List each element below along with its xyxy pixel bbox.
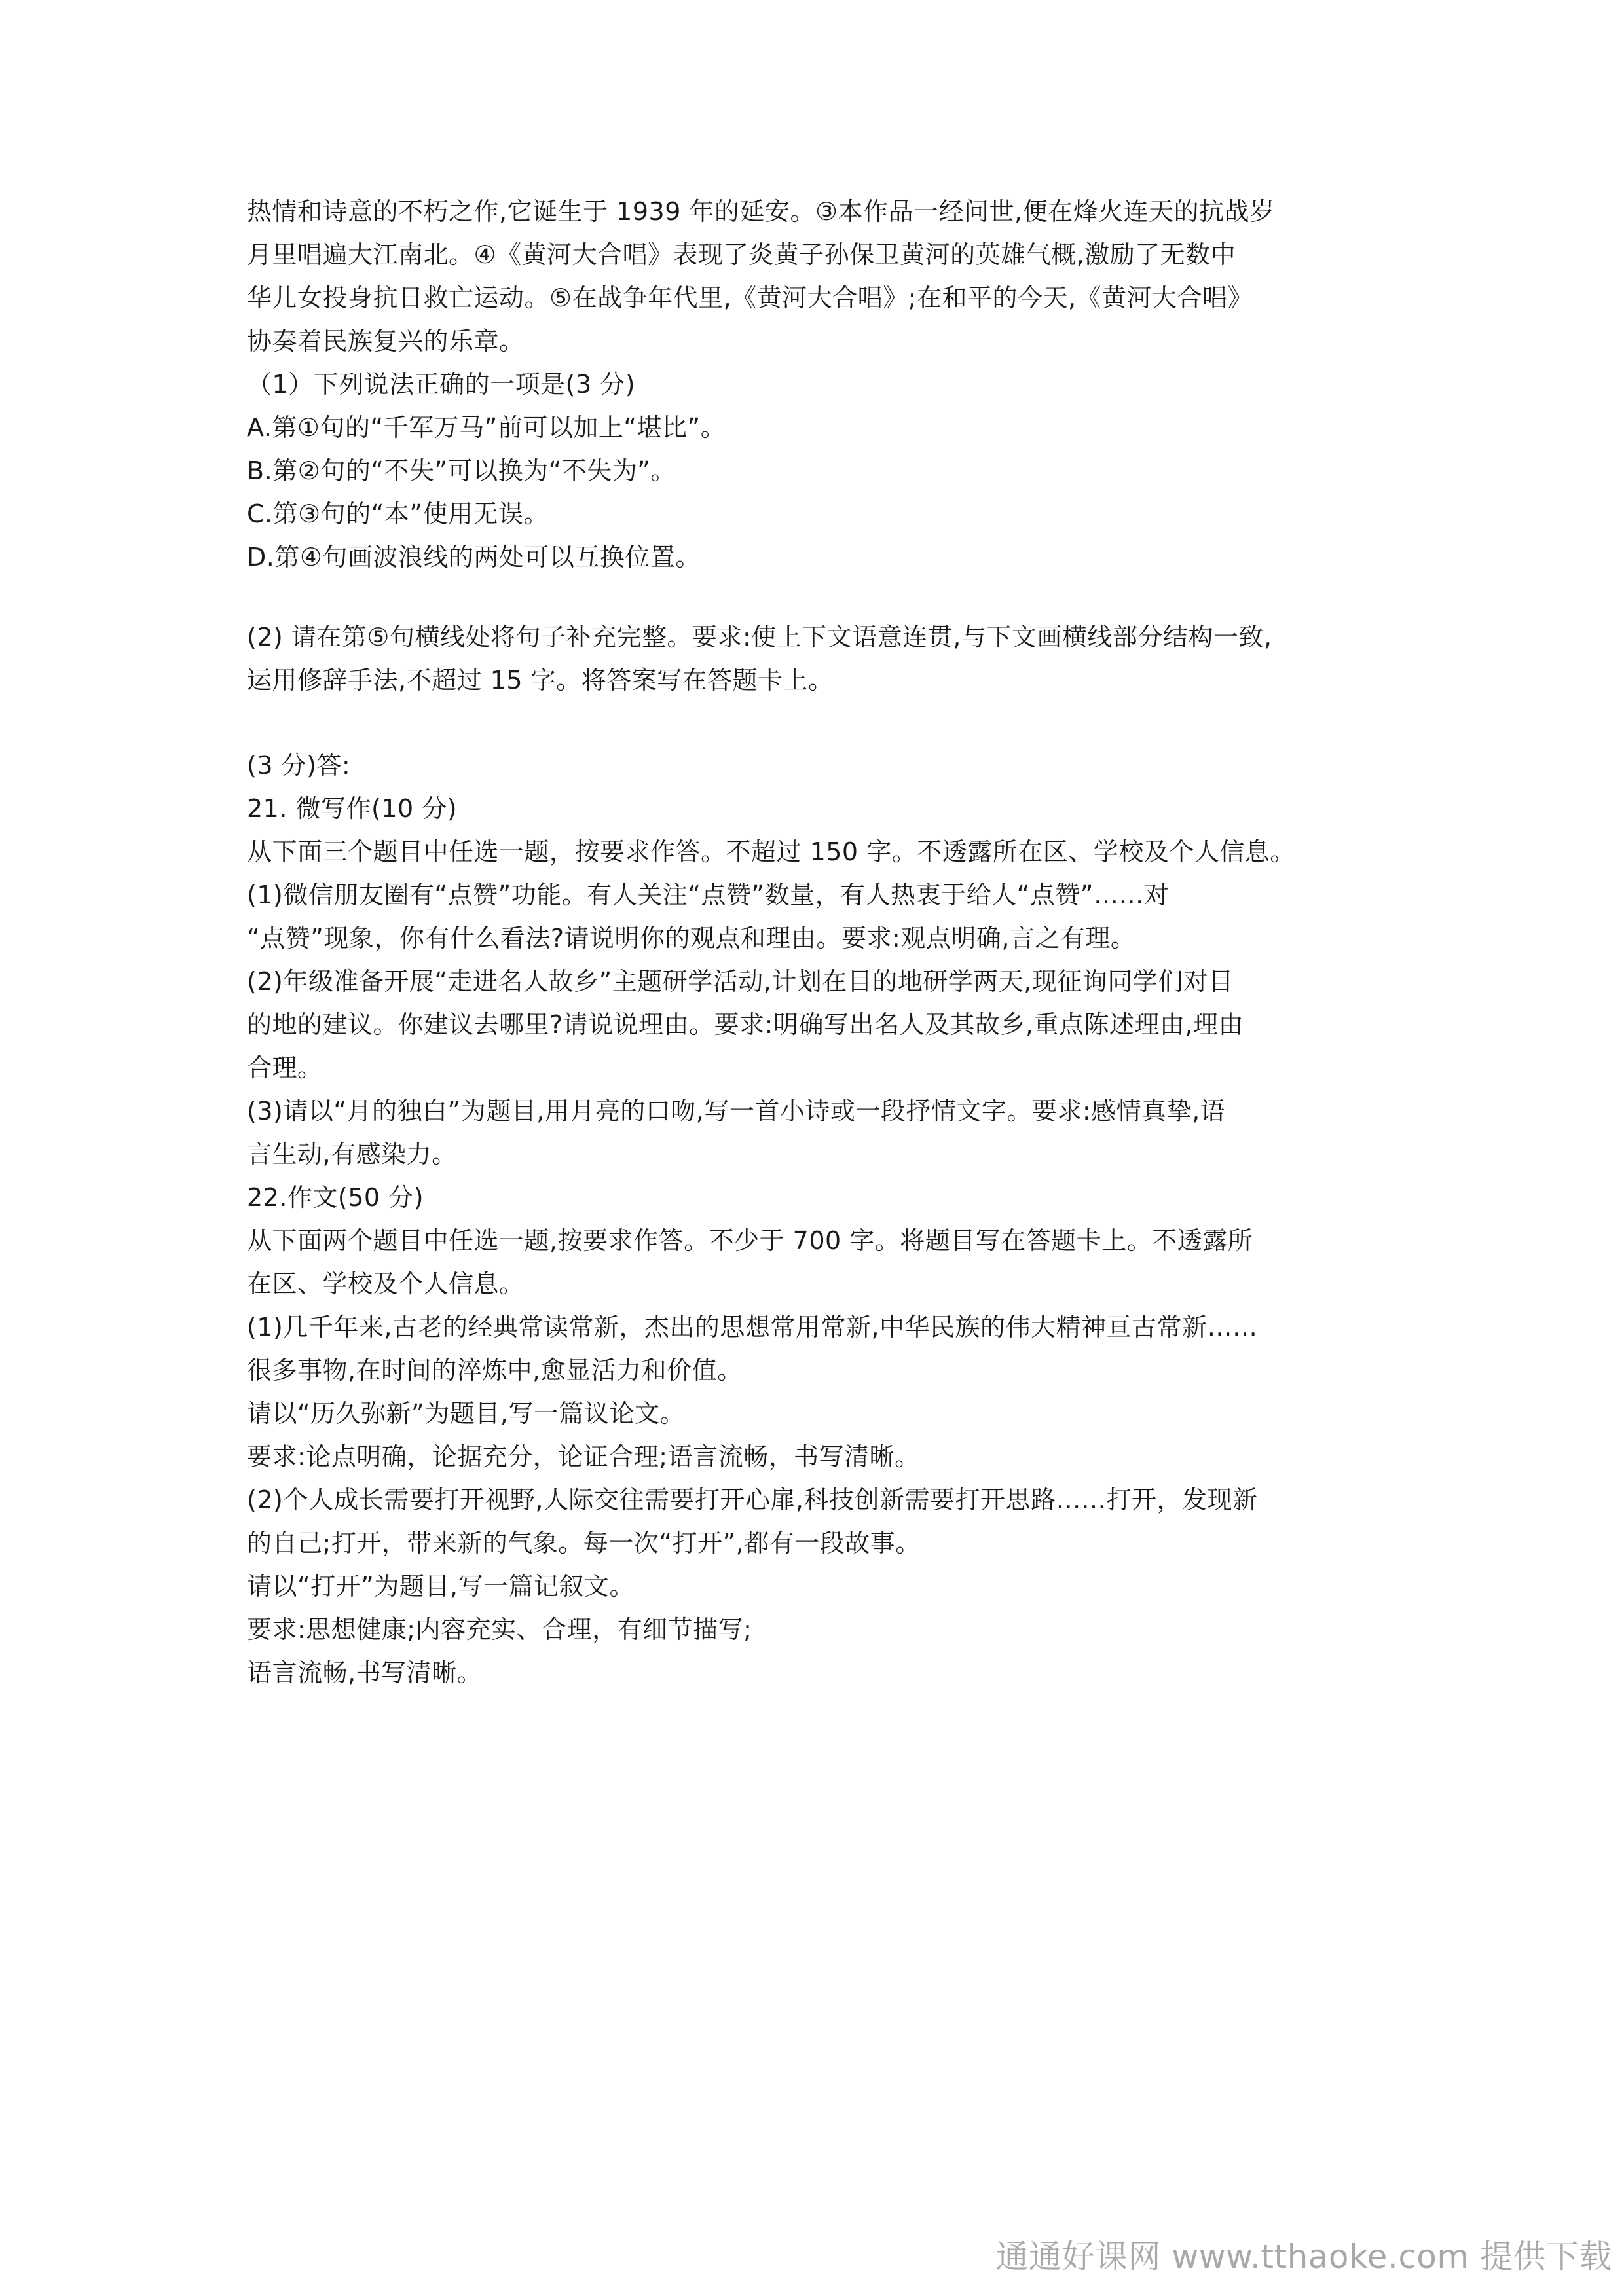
question-text-line: 请以“历久弥新”为题目,写一篇议论文。 (247, 1399, 685, 1428)
question-text-line: (2)个人成长需要打开视野,人际交往需要打开心扉,科技创新需要打开思路……打开，发现新 (247, 1485, 1258, 1514)
question-text-line: 从下面两个题目中任选一题,按要求作答。不少于 700 字。将题目写在答题卡上。不透露所 (247, 1226, 1253, 1255)
passage-line: 热情和诗意的不朽之作,它诞生于 1939 年的延安。③本作品一经问世,便在烽火连天的抗战岁 (247, 197, 1275, 226)
question-text-line: (2) 请在第⑤句横线处将句子补充完整。要求:使上下文语意连贯,与下文画横线部分结构一致, (247, 623, 1272, 651)
passage-line: 协奏着民族复兴的乐章。 (247, 327, 525, 355)
question-text-line: 的自己;打开，带来新的气象。每一次“打开”,都有一段故事。 (247, 1529, 921, 1558)
question-text-line: 要求:思想健康;内容充实、合理，有细节描写; (247, 1615, 752, 1644)
question-text-line: 要求:论点明确，论据充分，论证合理;语言流畅，书写清晰。 (247, 1442, 920, 1471)
question-text-line: (3)请以“月的独白”为题目,用月亮的口吻,写一首小诗或一段抒情文字。要求:感情真挚,语 (247, 1097, 1226, 1125)
passage-line: 月里唱遍大江南北。④《黄河大合唱》表现了炎黄子孙保卫黄河的英雄气概,激励了无数中 (247, 240, 1236, 269)
watermark-text: 通通好课网 www.tthaoke.com 提供下载 (995, 2238, 1612, 2276)
page-content (247, 190, 1386, 1694)
question-text-line: 合理。 (247, 1053, 323, 1082)
question-text-line: 语言流畅,书写清晰。 (247, 1658, 483, 1687)
question-text-line: (1)微信朋友圈有“点赞”功能。有人关注“点赞”数量，有人热衷于给人“点赞”……对 (247, 881, 1170, 909)
answer-label: (3 分)答: (247, 751, 351, 780)
question-text-line: (2)年级准备开展“走进名人故乡”主题研学活动,计划在目的地研学两天,现征询同学们对目 (247, 967, 1234, 996)
passage-line: 华儿女投身抗日救亡运动。⑤在战争年代里,《黄河大合唱》;在和平的今天,《黄河大合唱》 (247, 283, 1253, 312)
question-text-line: “点赞”现象，你有什么看法?请说明你的观点和理由。要求:观点明确,言之有理。 (247, 924, 1136, 953)
option-c: C.第③句的“本”使用无误。 (247, 500, 549, 528)
question-text-line: 的地的建议。你建议去哪里?请说说理由。要求:明确写出名人及其故乡,重点陈述理由,理由 (247, 1010, 1244, 1039)
spacer (247, 579, 1386, 615)
option-d: D.第④句画波浪线的两处可以互换位置。 (247, 543, 701, 572)
question-text-line: 从下面三个题目中任选一题，按要求作答。不超过 150 字。不透露所在区、学校及个人信息。 (247, 837, 1295, 866)
question-22 (247, 1176, 1386, 1694)
question-text-line: (1)几千年来,古老的经典常读常新，杰出的思想常用常新,中华民族的伟大精神亘古常新…… (247, 1313, 1258, 1341)
option-b: B.第②句的“不失”可以换为“不失为”。 (247, 456, 676, 485)
question-text-line: 运用修辞手法,不超过 15 字。将答案写在答题卡上。 (247, 666, 834, 695)
question-text-line: 在区、学校及个人信息。 (247, 1269, 525, 1298)
passage-text (247, 190, 1386, 363)
question-20-2 (247, 615, 1386, 702)
question-21 (247, 787, 1386, 1176)
question-title: 22.作文(50 分) (247, 1183, 424, 1212)
question-title: 21. 微写作(10 分) (247, 794, 458, 823)
question-20-1 (247, 363, 1386, 579)
option-a: A.第①句的“千军万马”前可以加上“堪比”。 (247, 413, 726, 442)
question-text-line: 请以“打开”为题目,写一篇记叙文。 (247, 1572, 635, 1601)
question-text-line: 很多事物,在时间的淬炼中,愈显活力和价值。 (247, 1356, 743, 1385)
spacer (247, 702, 1386, 744)
question-text-line: 言生动,有感染力。 (247, 1140, 457, 1169)
question-stem: （1）下列说法正确的一项是(3 分) (247, 370, 636, 399)
